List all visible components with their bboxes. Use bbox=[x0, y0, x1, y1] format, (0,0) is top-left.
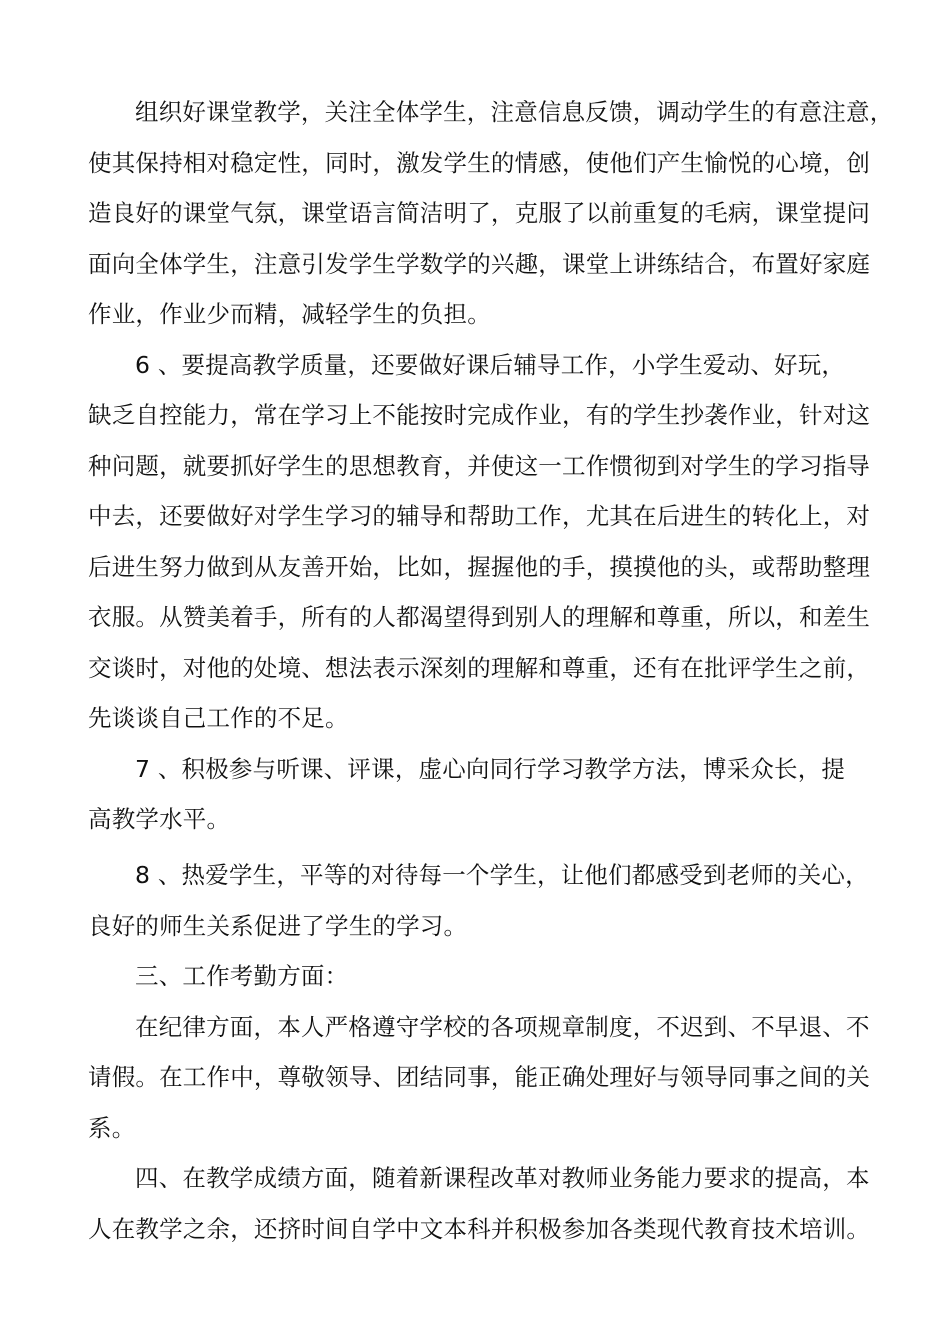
text-line: 先谈谈自己工作的不足。 bbox=[88, 704, 349, 732]
text-line: 中去，还要做好对学生学习的辅导和帮助工作，尤其在后进生的转化上，对 bbox=[88, 502, 871, 530]
text-line: 在纪律方面，本人严格遵守学校的各项规章制度，不迟到、不早退、不 bbox=[135, 1013, 870, 1041]
text-line: 系。 bbox=[88, 1114, 136, 1142]
text-line: 高教学水平。 bbox=[88, 805, 231, 833]
text-line: 种问题，就要抓好学生的思想教育，并使这一工作惯彻到对学生的学习指导 bbox=[88, 452, 871, 480]
text-line: 8 、热爱学生，平等的对待每一个学生，让他们都感受到老师的关心， bbox=[135, 861, 869, 889]
text-line: 四、在教学成绩方面，随着新课程改革对教师业务能力要求的提高，本 bbox=[135, 1164, 870, 1192]
text-line: 作业，作业少而精，减轻学生的负担。 bbox=[88, 300, 491, 328]
section-heading: 三、工作考勤方面： bbox=[135, 962, 349, 990]
text-line: 衣服。从赞美着手，所有的人都渴望得到别人的理解和尊重，所以，和差生 bbox=[88, 603, 871, 631]
text-line: 良好的师生关系促进了学生的学习。 bbox=[88, 912, 468, 940]
text-line: 后进生努力做到从友善开始，比如，握握他的手，摸摸他的头，或帮助整理 bbox=[88, 553, 871, 581]
text-line: 交谈时，对他的处境、想法表示深刻的理解和尊重，还有在批评学生之前， bbox=[88, 654, 871, 682]
text-line: 组织好课堂教学，关注全体学生，注意信息反馈，调动学生的有意注意， bbox=[135, 98, 894, 126]
text-line: 7 、积极参与听课、评课，虚心向同行学习教学方法，博采众长，提 bbox=[135, 755, 846, 783]
text-line: 请假。在工作中，尊敬领导、团结同事，能正确处理好与领导同事之间的关 bbox=[88, 1063, 871, 1091]
text-line: 缺乏自控能力，常在学习上不能按时完成作业，有的学生抄袭作业，针对这 bbox=[88, 401, 871, 429]
text-line: 造良好的课堂气氛，课堂语言简洁明了，克服了以前重复的毛病，课堂提问 bbox=[88, 199, 871, 227]
text-line: 人在教学之余，还挤时间自学中文本科并积极参加各类现代教育技术培训。 bbox=[88, 1215, 871, 1243]
text-line: 面向全体学生，注意引发学生学数学的兴趣，课堂上讲练结合，布置好家庭 bbox=[88, 250, 871, 278]
text-line: 使其保持相对稳定性，同时，激发学生的情感，使他们产生愉悦的心境，创 bbox=[88, 149, 871, 177]
text-line: 6 、要提高教学质量，还要做好课后辅导工作，小学生爱动、好玩， bbox=[135, 351, 846, 379]
